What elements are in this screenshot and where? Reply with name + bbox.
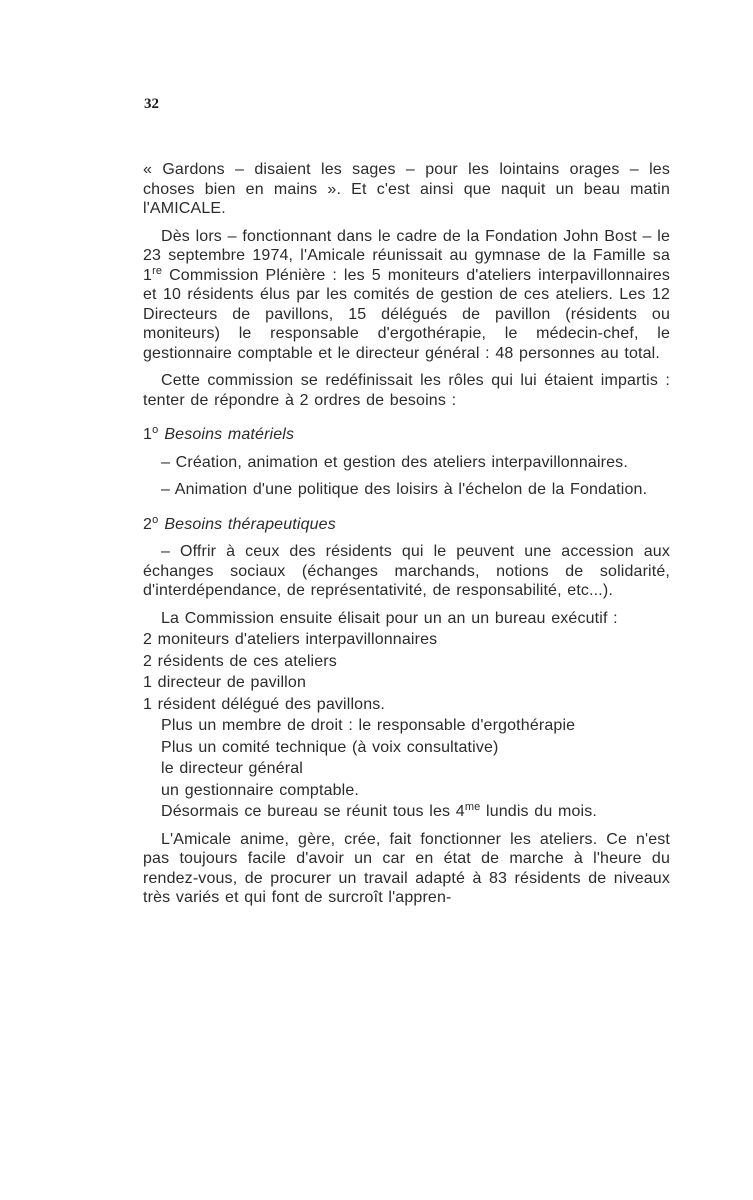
list-item: 2 résidents de ces ateliers <box>143 652 337 670</box>
list-item: 2 moniteurs d'ateliers interpavillonnaires <box>143 631 438 648</box>
page-number: 32 <box>144 96 159 112</box>
heading-besoins-therapeutiques: 2$^o$ Besoins thérapeutiques <box>143 513 336 533</box>
body-text <box>143 160 670 908</box>
plus-comite-technique: Plus un comité technique (à voix consultative) <box>161 738 499 756</box>
list-item: 1 directeur de pavillon <box>143 674 306 691</box>
plus-membre-droit: Plus un membre de droit : le responsable d'ergothérapie <box>161 717 576 734</box>
paragraph-animation-loisirs: – Animation d'une politique des loisirs à l'échelon de la Fondation. <box>161 481 648 498</box>
paragraph-offrir: – Offrir à ceux des résidents qui le peuvent une accession aux échanges sociaux (échanges marchands, notions de solidarité, d'interdépendance, de représentativité, de responsabilité, etc...). <box>143 543 670 599</box>
paragraph-amicale-anime: L'Amicale anime, gère, crée, fait fonctionner les ateliers. Ce n'est pas toujours facile d'avoir un car en état de marche à l'heure du rendez-vous, de procurer un travail adapté à 83 résidents de niveaux très variés et qui font de surcroît l'appren- <box>143 830 670 906</box>
list-item: 1 résident délégué des pavillons. <box>143 695 385 713</box>
heading-besoins-materiels: 1$^o$ Besoins matériels <box>143 424 295 443</box>
paragraph-desormais: Désormais ce bureau se réunit tous les $4^{me}$ lundis du mois. <box>161 801 597 820</box>
gestionnaire-comptable: un gestionnaire comptable. <box>161 781 360 799</box>
paragraph-creation-ateliers: – Création, animation et gestion des ateliers interpavillonnaires. <box>161 453 628 471</box>
directeur-general: le directeur général <box>161 760 303 777</box>
paragraph-commission-pleniere: Dès lors – fonctionnant dans le cadre de la Fondation John Bost – le 23 septembre 1974, l'Amicale réunissait au gymnase de la Famille sa 1re Commission Plénière : les 5 moniteurs d'ateliers interpavillonnaires et 10 résidents élus par les comités de gestion de ces ateliers. Les 12 Directeurs de pavillons, 15 délégués de pavillon (résidents ou moniteurs) le responsable d'ergothérapie, le médecin-chef, le gestionnaire comptable et le directeur général : 48 personnes au total. <box>143 227 670 362</box>
paragraph-bureau-executif: La Commission ensuite élisait pour un an un bureau exécutif : <box>161 609 618 627</box>
paragraph-gardons: « Gardons – disaient les sages – pour les lointains orages – les choses bien en mains ». Et c'est ainsi que naquit un beau matin l'AMICALE. <box>143 161 670 217</box>
paragraph-roles: Cette commission se redéfinissait les rôles qui lui étaient impartis : tenter de répondre à 2 ordres de besoins : <box>143 372 670 409</box>
